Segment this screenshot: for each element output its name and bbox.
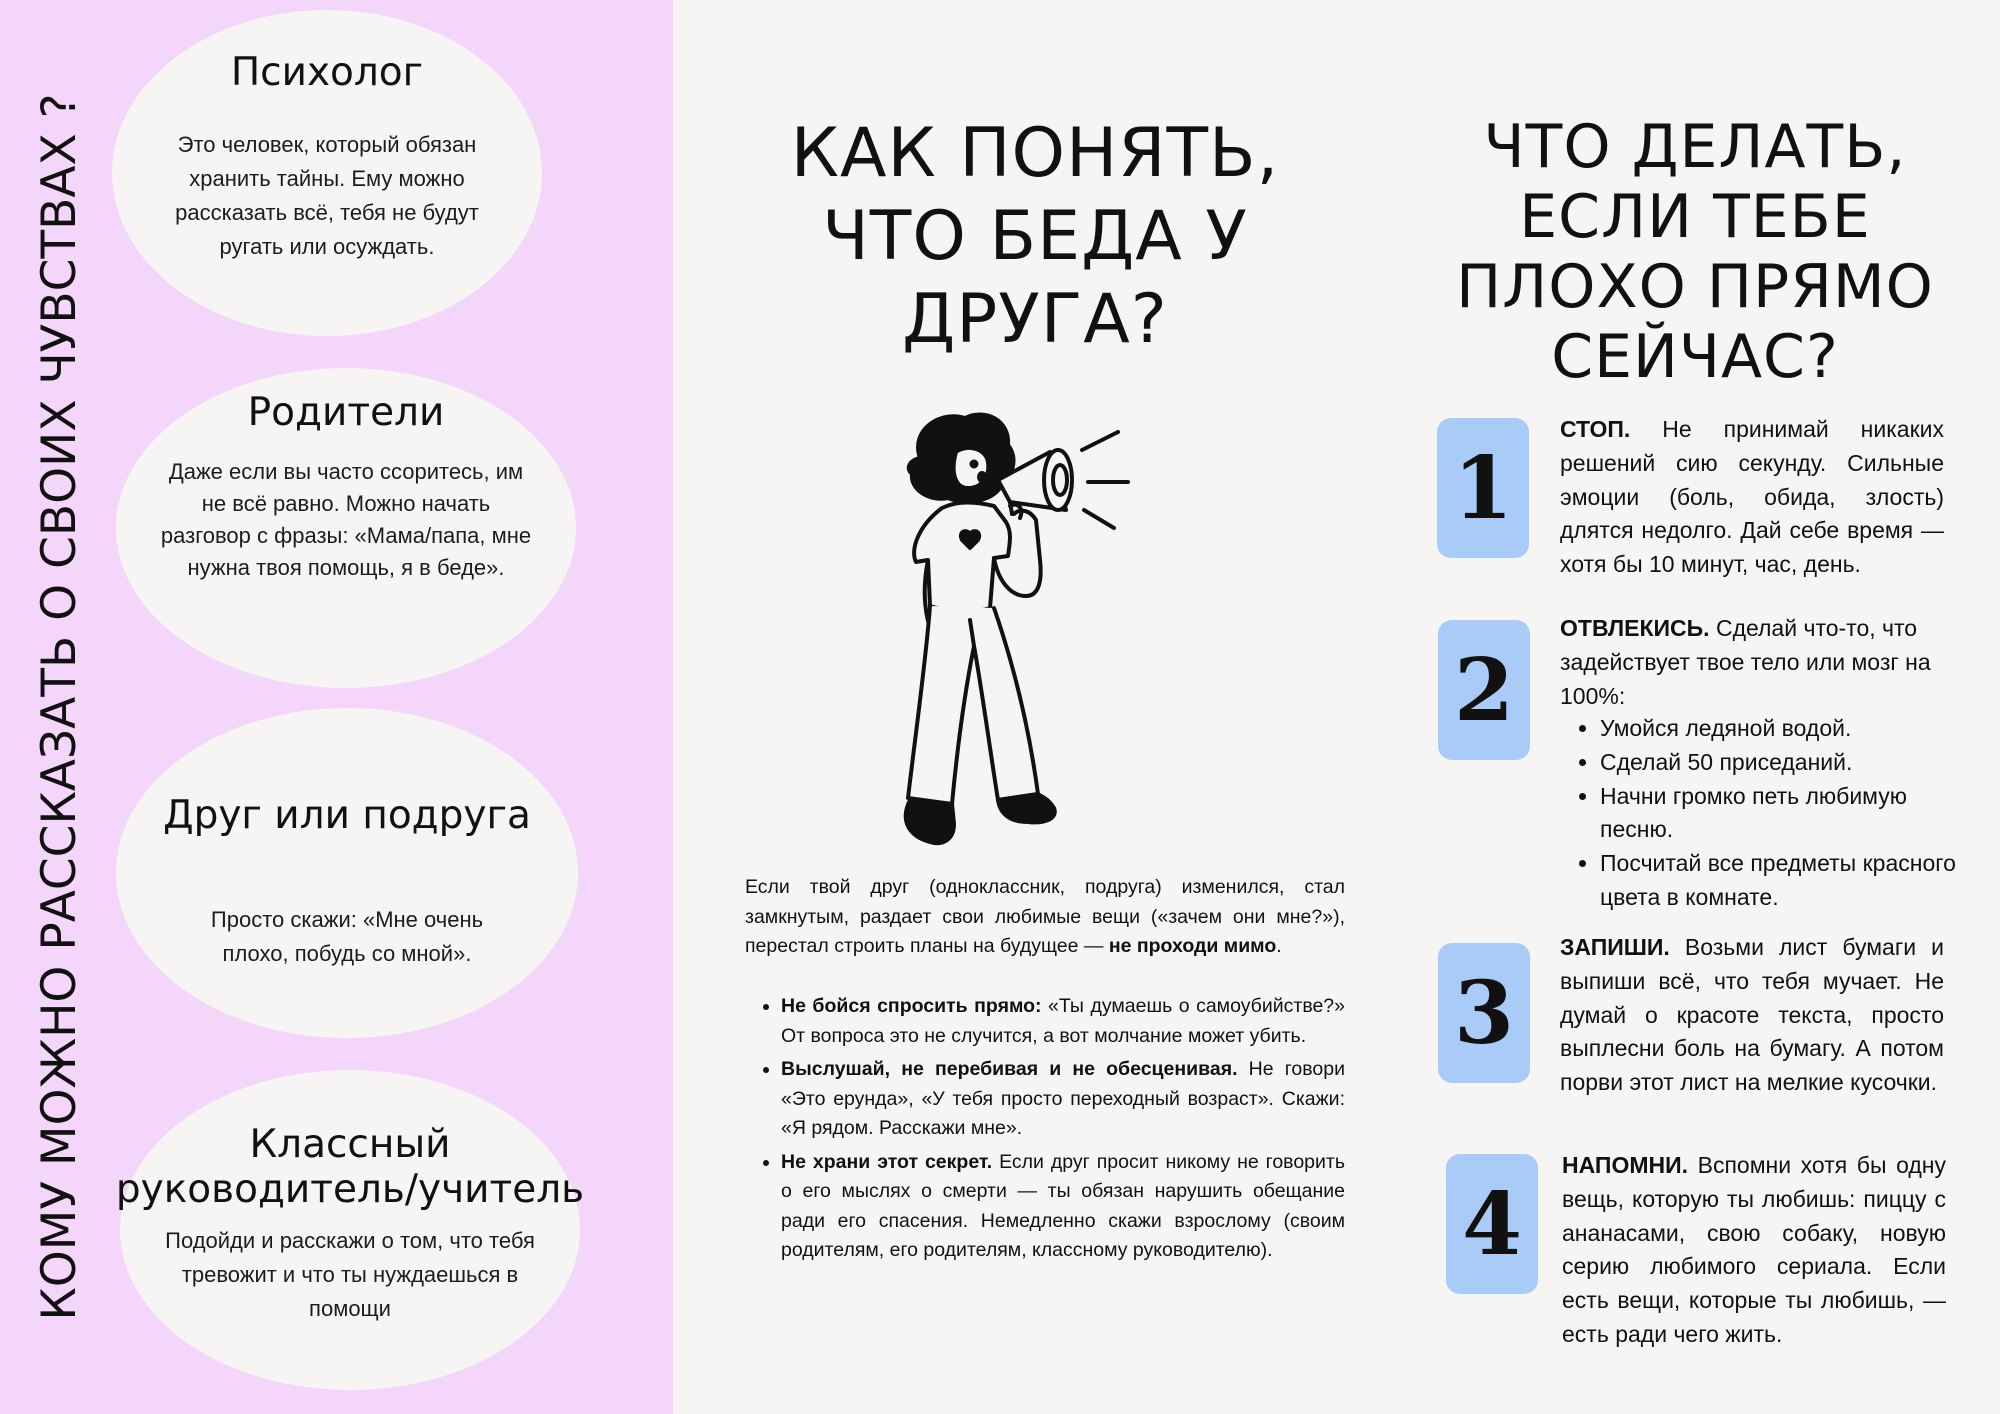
tip-bold: Не бойся спросить прямо:	[781, 995, 1042, 1017]
card-friend	[116, 708, 578, 1038]
card-text: Просто скажи: «Мне очень плохо, побудь со мной».	[210, 907, 484, 966]
card-parents	[116, 368, 576, 688]
step-number-badge: 1	[1437, 418, 1529, 558]
tip-text: Не говори «Это ерунда», «У тебя просто переходный возраст». Скажи: «Я рядом. Расскажи мне».	[781, 1058, 1345, 1139]
card-title: Друг или подруга	[163, 793, 531, 838]
list-item	[781, 992, 1345, 1051]
step-bold: НАПОМНИ.	[1562, 1152, 1689, 1178]
list-item: • Посчитай все предметы красного цвета в комнате.	[1600, 847, 1960, 915]
tip-bold: Выслушай, не перебивая и не обесценивая.	[781, 1058, 1238, 1080]
step-body: Возьми лист бумаги и выпиши всё, что тебя мучает. Не думай о красоте текста, просто выплесни боль на бумагу. А потом порви этот лист на мелкие кусочки.	[1560, 934, 1944, 1096]
step-number-badge: 2	[1438, 620, 1530, 760]
card-title: Родители	[247, 390, 445, 435]
card-text: Это человек, который обязан хранить тайны. Ему можно рассказать всё, тебя не будут ругать или осуждать.	[175, 132, 479, 259]
card-text: Даже если вы часто ссоритесь, им не всё равно. Можно начать разговор с фразы: «Мама/папа, мне нужна твоя помощь, я в беде».	[160, 459, 532, 580]
intro-text	[745, 873, 1345, 962]
middle-heading: КАК ПОНЯТЬ, ЧТО БЕДА У ДРУГА?	[790, 114, 1280, 359]
tip-text: Если друг просит никому не говорить о его мыслях о смерти — ты обязан нарушить обещание ради его спасения. Немедленно скажи взрослому (своим родителям, его родителям, классному руководителю).	[781, 1150, 1345, 1261]
step-text	[1560, 413, 1944, 582]
list-item	[781, 1148, 1345, 1266]
intro-end: .	[1276, 935, 1282, 957]
step-bold: СТОП.	[1560, 416, 1631, 442]
tip-text: «Ты думаешь о самоубийстве?» От вопроса это не случится, а вот молчание может убить.	[781, 995, 1345, 1047]
step-body: Сделай что-то, что задействует твое тело или мозг на 100%:	[1560, 615, 1931, 709]
card-title: Психолог	[230, 50, 424, 95]
step-body: Вспомни хотя бы одну вещь, которую ты любишь: пиццу с ананасами, свою собаку, новую серию любимого сериала. Если есть вещи, которые ты любишь, — есть ради чего жить.	[1562, 1152, 1946, 1347]
intro-emphasis: не проходи мимо	[1108, 935, 1277, 957]
step-bold: ОТВЛЕКИСЬ.	[1560, 615, 1710, 641]
tips-list	[745, 992, 1345, 1270]
list-item: • Начни громко петь любимую песню.	[1600, 780, 1960, 848]
vertical-title: КОМУ МОЖНО РАССКАЗАТЬ О СВОИХ ЧУВСТВАХ ?	[32, 93, 87, 1321]
step-text	[1560, 931, 1944, 1100]
card-title: Классный руководитель/учитель	[115, 1122, 585, 1212]
right-heading: ЧТО ДЕЛАТЬ, ЕСЛИ ТЕБЕ ПЛОХО ПРЯМО СЕЙЧАС?	[1456, 112, 1934, 392]
list-item: • Умойся ледяной водой.	[1600, 712, 1960, 746]
step-bold: ЗАПИШИ.	[1560, 934, 1670, 960]
card-text: Подойди и расскажи о том, что тебя тревожит и что ты нуждаешься в помощи	[165, 1228, 535, 1321]
step-number-badge: 4	[1446, 1154, 1538, 1294]
step-body: Не принимай никаких решений сию секунду. Сильные эмоции (боль, обида, злость) длятся недолго. Дай себе время — хотя бы 10 минут, час, день.	[1560, 416, 1944, 578]
intro-main: Если твой друг (одноклассник, подруга) изменился, стал замкнутым, раздает свои любимые вещи («зачем они мне?»), перестал строить планы на будущее —	[745, 876, 1345, 957]
left-panel	[0, 0, 673, 1414]
step-text	[1562, 1149, 1946, 1352]
distract-list	[1560, 712, 1960, 915]
person-megaphone-illustration	[870, 410, 1190, 860]
tip-bold: Не храни этот секрет.	[781, 1150, 993, 1173]
step-number-badge: 3	[1438, 943, 1530, 1083]
card-psychologist	[112, 10, 542, 336]
step-text	[1560, 612, 1944, 713]
card-teacher	[115, 1070, 585, 1390]
list-item	[781, 1055, 1345, 1144]
list-item: • Сделай 50 приседаний.	[1600, 746, 1960, 780]
